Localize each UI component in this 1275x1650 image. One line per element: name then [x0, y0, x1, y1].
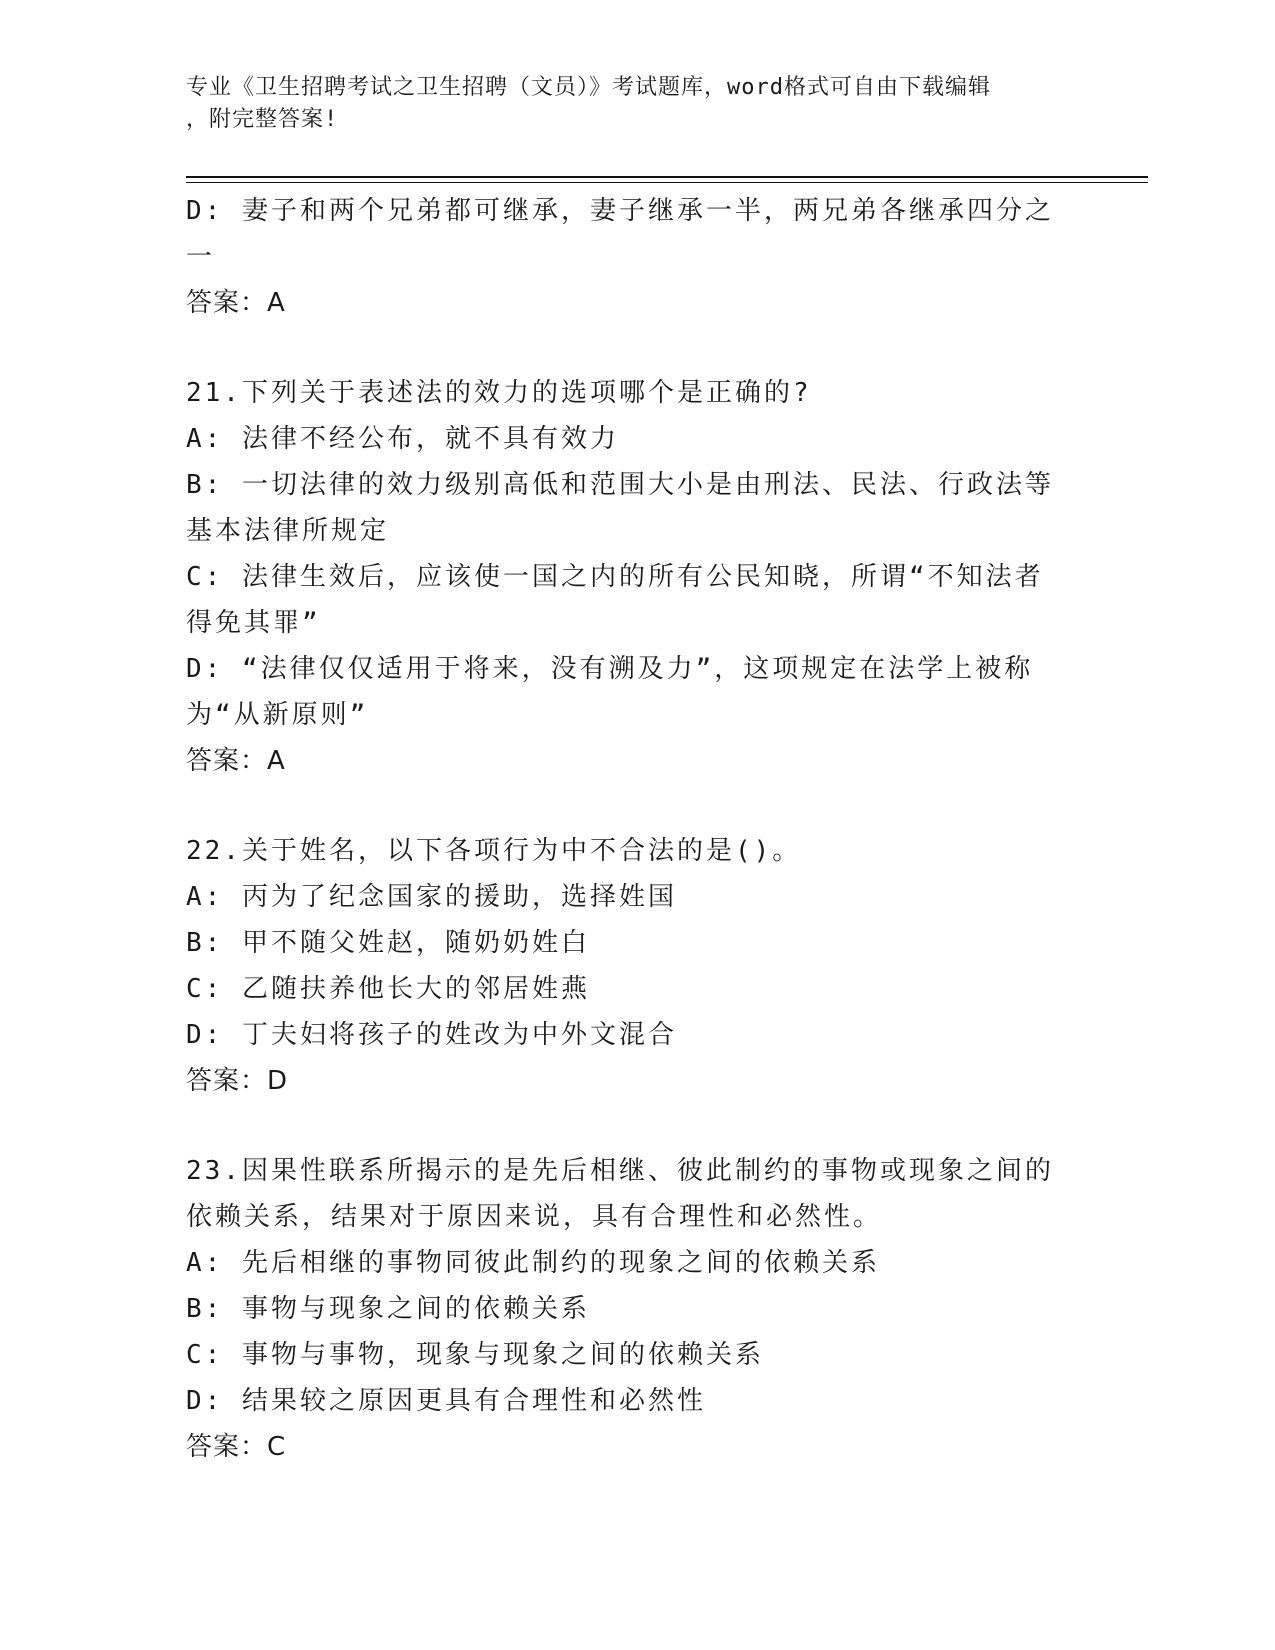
header-line-1: 专业《卫生招聘考试之卫生招聘（文员）》考试题库，word格式可自由下载编辑: [186, 75, 991, 100]
header-divider-thick: [186, 176, 1148, 178]
question-stem: 23.因果性联系所揭示的是先后相继、彼此制约的事物或现象之间的依赖关系，结果对于原因来说，具有合理性和必然性。: [186, 1156, 1054, 1232]
answer: 答案：A: [186, 288, 286, 318]
option-d: D: “法律仅仅适用于将来，没有溯及力”，这项规定在法学上被称为“从新原则”: [186, 654, 1034, 730]
question-21: [186, 370, 1066, 784]
spacer: [186, 1104, 1066, 1148]
document-body: [186, 188, 1066, 1470]
header-line-2: ，附完整答案!: [186, 107, 339, 132]
question-22: [186, 828, 1066, 1104]
option-c: C: 乙随扶养他长大的邻居姓燕: [186, 974, 590, 1004]
question-stem: 21.下列关于表述法的效力的选项哪个是正确的?: [186, 378, 812, 408]
spacer: [186, 784, 1066, 828]
option-a: A: 丙为了纪念国家的援助，选择姓国: [186, 882, 677, 912]
option-a: A: 先后相继的事物同彼此制约的现象之间的依赖关系: [186, 1248, 880, 1278]
option-a: A: 法律不经公布，就不具有效力: [186, 424, 619, 454]
option-d: D: 结果较之原因更具有合理性和必然性: [186, 1386, 706, 1416]
answer: 答案：A: [186, 746, 286, 776]
question-20-tail: [186, 188, 1066, 326]
option-d: D: 丁夫妇将孩子的姓改为中外文混合: [186, 1020, 677, 1050]
option-b: B: 事物与现象之间的依赖关系: [186, 1294, 590, 1324]
document-header: [186, 72, 1066, 136]
option-d: D: 妻子和两个兄弟都可继承，妻子继承一半，两兄弟各继承四分之一: [186, 196, 1054, 272]
option-b: B: 甲不随父姓赵，随奶奶姓白: [186, 928, 590, 958]
option-b: B: 一切法律的效力级别高低和范围大小是由刑法、民法、行政法等基本法律所规定: [186, 470, 1054, 546]
option-c: C: 事物与事物，现象与现象之间的依赖关系: [186, 1340, 764, 1370]
answer: 答案：D: [186, 1066, 289, 1096]
question-stem: 22.关于姓名，以下各项行为中不合法的是()。: [186, 836, 802, 866]
answer: 答案：C: [186, 1432, 287, 1462]
header-divider-thin: [186, 182, 1148, 183]
option-c: C: 法律生效后，应该使一国之内的所有公民知晓，所谓“不知法者得免其罪”: [186, 562, 1044, 638]
spacer: [186, 326, 1066, 370]
question-23: [186, 1148, 1066, 1470]
